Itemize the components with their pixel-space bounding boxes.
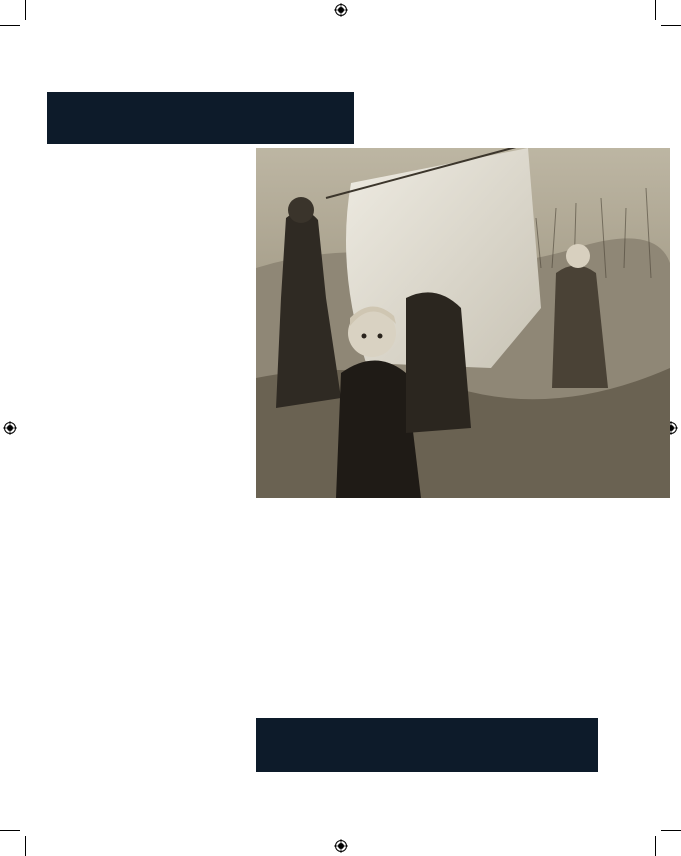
section-banner	[47, 92, 354, 144]
crop-mark	[0, 25, 20, 26]
subhead-banner	[256, 718, 598, 772]
registration-mark-icon	[334, 839, 348, 853]
crop-mark	[655, 836, 656, 856]
crop-mark	[655, 0, 656, 20]
registration-mark-icon	[3, 421, 17, 435]
registration-mark-icon	[334, 3, 348, 17]
subhead-line-1	[256, 718, 574, 723]
crop-mark	[661, 830, 681, 831]
crop-mark	[661, 25, 681, 26]
crop-mark	[0, 830, 20, 831]
crop-mark	[25, 836, 26, 856]
historical-photo	[256, 148, 670, 498]
banner-line-1	[72, 92, 354, 97]
crop-mark	[25, 0, 26, 20]
page-footer	[60, 789, 68, 799]
